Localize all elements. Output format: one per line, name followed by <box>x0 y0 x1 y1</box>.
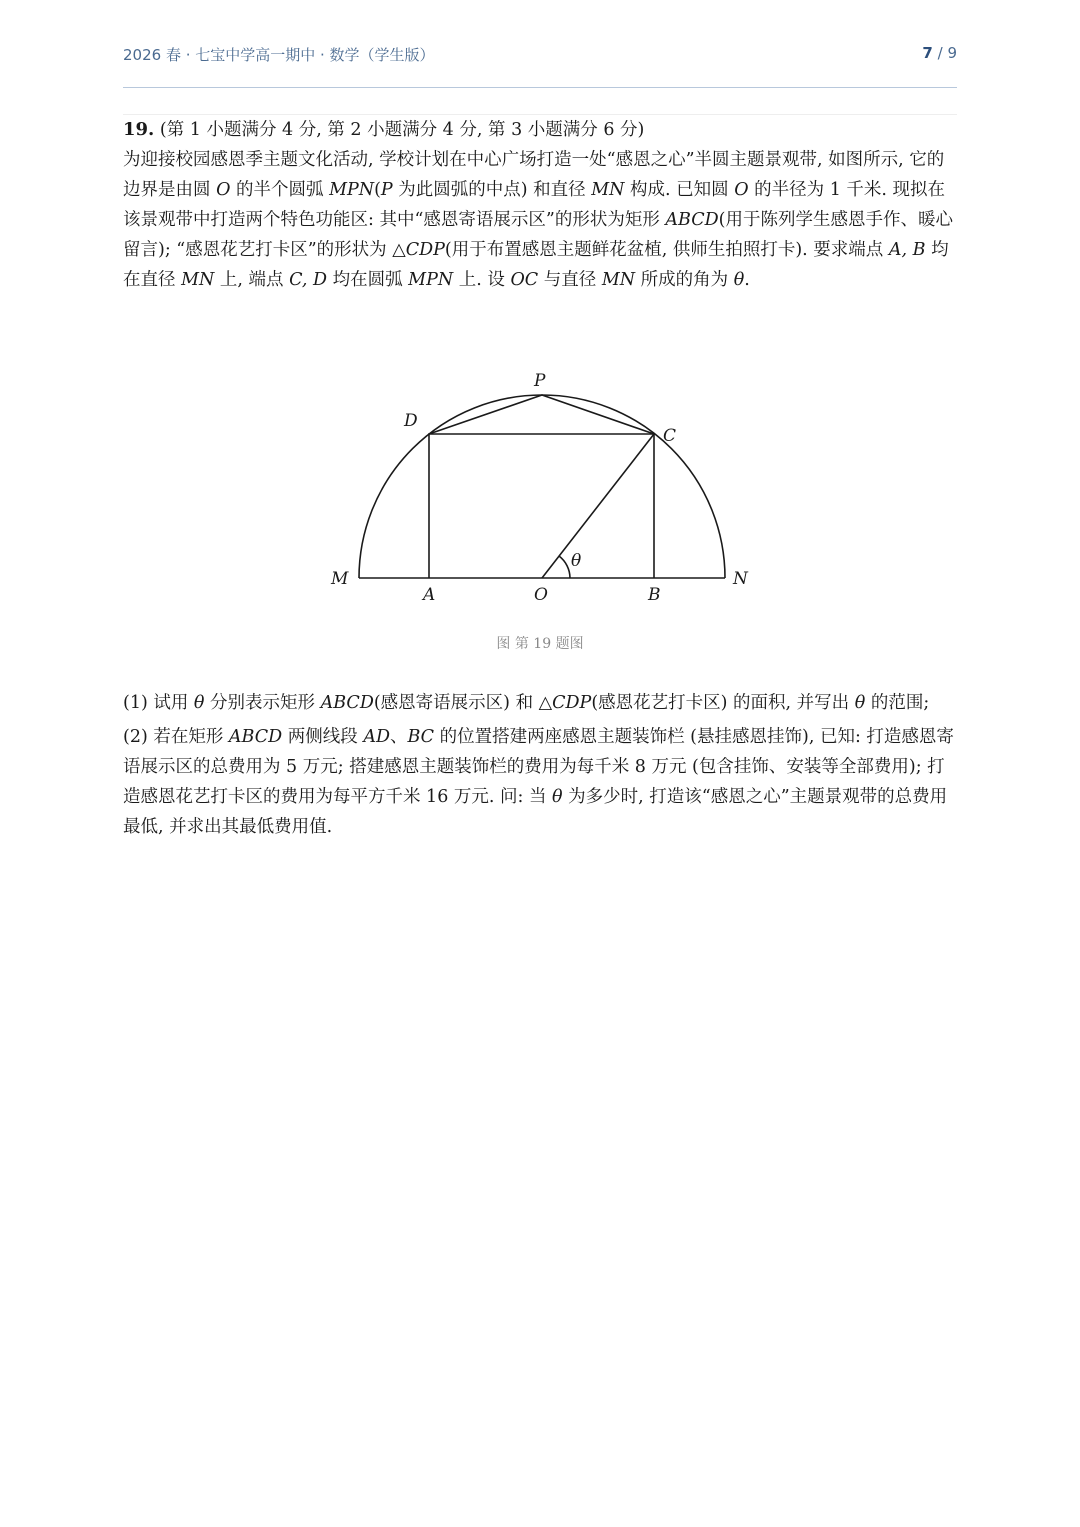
problem-heading <box>123 115 957 145</box>
math-symbol: O <box>216 180 231 200</box>
rectangle-ABCD <box>429 434 654 578</box>
text-run: 两侧线段 <box>282 727 364 747</box>
page-current: 7 <box>922 44 933 62</box>
math-symbol: ABCD <box>320 693 374 713</box>
figure-caption: 图 第 19 题图 <box>496 636 584 652</box>
page-separator: / <box>932 44 948 62</box>
text-run: 的位置搭建两座感恩主题装饰栏 (悬挂感恩挂饰), 已知: 打造感恩寄语展示区的总费用为 5 万元; 搭建感恩主题装饰栏的费用为每千米 8 万元 (包含挂饰、安装等全部费用); 打造感恩花艺打卡区的费用为每平方千米 16 万元. 问: 当 <box>123 727 954 807</box>
text-run: 为此圆弧的中点) 和直径 <box>392 180 592 200</box>
text-run: (用于陈列学生感恩手作、暖心留言); “感恩花艺打卡区”的形状为 △ <box>123 210 953 260</box>
math-symbol: θ <box>854 693 866 713</box>
math-symbol: CDP <box>405 240 445 260</box>
label-N: N <box>733 569 748 589</box>
math-symbol: O <box>734 180 749 200</box>
math-symbol: ABCD <box>228 727 283 747</box>
math-symbol: BC <box>407 727 435 747</box>
text-run: (感恩花艺打卡区) 的面积, 并写出 <box>591 693 855 713</box>
math-symbol: C, D <box>289 270 328 290</box>
text-run: 上. 设 <box>453 270 511 290</box>
label-A: A <box>423 585 436 605</box>
math-symbol: CDP <box>552 693 592 713</box>
text-run: 的半径为 1 千米. 现拟在该景观带中打造两个特色功能区: 其中“感恩寄语展示区”的形状为矩形 <box>123 180 946 230</box>
text-run: 与直径 <box>538 270 602 290</box>
geometry-figure <box>300 362 780 622</box>
header-divider <box>123 87 957 88</box>
document-title: 2026 春 · 七宝中学高一期中 · 数学（学生版） <box>123 46 435 64</box>
math-symbol: θ <box>733 270 745 290</box>
problem-number: 19. <box>123 119 155 140</box>
math-symbol: MN <box>181 270 215 290</box>
math-symbol: A, B <box>888 240 926 260</box>
page-number <box>922 44 957 62</box>
text-run: (2) 若在矩形 <box>123 727 229 747</box>
page-header <box>123 44 957 68</box>
text-run: ( <box>374 180 381 200</box>
label-D: D <box>404 411 418 431</box>
math-symbol: MN <box>601 270 636 290</box>
math-symbol: MPN <box>408 270 454 290</box>
text-run: (感恩寄语展示区) 和 △ <box>373 693 553 713</box>
sub-question-2 <box>123 722 957 842</box>
text-run: . <box>744 270 750 290</box>
text-run: 为迎接校园感恩季主题文化活动, 学校计划在中心广场打造一处“感恩之心”半圆主题景观带, 如图所示, 它的边界是由圆 <box>123 150 945 200</box>
math-symbol: P <box>380 180 393 200</box>
text-run: 为多少时, 打造该“感恩之心”主题景观带的总费用最低, 并求出其最低费用值. <box>123 787 948 837</box>
text-run: 均在直径 <box>123 240 949 290</box>
page-total: 9 <box>947 44 957 62</box>
text-run: 所成的角为 <box>635 270 734 290</box>
text-run: 分别表示矩形 <box>204 693 321 713</box>
text-run: 、 <box>389 727 408 747</box>
math-symbol: MPN <box>329 180 375 200</box>
triangle-CDP-sides <box>429 395 654 434</box>
angle-theta-arc <box>559 556 570 578</box>
problem-statement <box>123 145 957 295</box>
label-B: B <box>648 585 661 605</box>
text-run: (1) 试用 <box>123 693 194 713</box>
math-symbol: MN <box>591 180 625 200</box>
sub-question-1 <box>123 688 957 718</box>
text-run: 上, 端点 <box>214 270 290 290</box>
label-C: C <box>663 426 677 446</box>
math-symbol: OC <box>510 270 539 290</box>
math-symbol: AD <box>363 727 390 747</box>
math-symbol: θ <box>552 787 563 807</box>
problem-19 <box>123 115 957 295</box>
label-P: P <box>534 371 546 391</box>
label-theta: θ <box>571 551 582 571</box>
math-symbol: θ <box>193 693 205 713</box>
problem-scoring: (第 1 小题满分 4 分, 第 2 小题满分 4 分, 第 3 小题满分 6 分) <box>154 120 645 140</box>
text-run: (用于布置感恩主题鲜花盆植, 供师生拍照打卡). 要求端点 <box>444 240 889 260</box>
label-O: O <box>534 585 548 605</box>
label-M: M <box>331 569 349 589</box>
text-run: 构成. 已知圆 <box>624 180 735 200</box>
semicircle-diagram <box>300 362 780 622</box>
text-run: 的半个圆弧 <box>230 180 330 200</box>
sub-questions <box>123 688 957 846</box>
text-run: 的范围; <box>865 693 930 713</box>
text-run: 均在圆弧 <box>327 270 409 290</box>
math-symbol: ABCD <box>665 210 719 230</box>
